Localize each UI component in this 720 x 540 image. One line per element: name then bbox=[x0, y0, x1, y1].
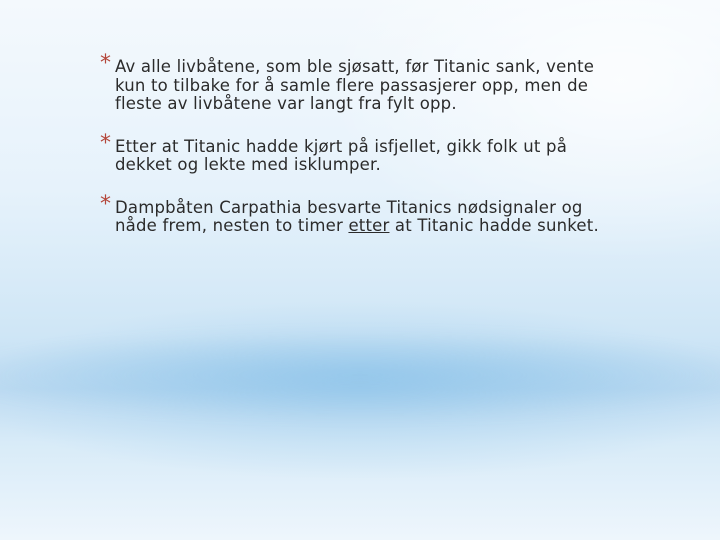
bullet-item-2 bbox=[100, 130, 620, 175]
bullet-marker-icon: * bbox=[100, 130, 112, 156]
background-glow bbox=[0, 330, 720, 420]
bullet-list bbox=[100, 51, 620, 260]
bullet-marker-icon: * bbox=[100, 51, 112, 76]
bullet-text-after: at Titanic hadde sunket. bbox=[389, 216, 599, 235]
bullet-item-3 bbox=[100, 191, 620, 236]
bullet-text: Etter at Titanic hadde kjørt på isfjellet, gikk folk ut på dekket og lekte med isklumper. bbox=[115, 136, 567, 174]
bullet-marker-icon: * bbox=[100, 191, 112, 217]
bullet-text-before: Dampbåten Carpathia besvarte Titanics nødsignaler og nåde frem, nesten to timer bbox=[115, 197, 583, 235]
bullet-text: Av alle livbåtene, som ble sjøsatt, før Titanic sank, vente kun to tilbake for å samle flere passasjerer opp, men de fleste av livbåtene var langt fra fylt opp. bbox=[115, 57, 595, 113]
bullet-item-1 bbox=[100, 51, 620, 114]
underlined-word: etter bbox=[348, 216, 390, 235]
